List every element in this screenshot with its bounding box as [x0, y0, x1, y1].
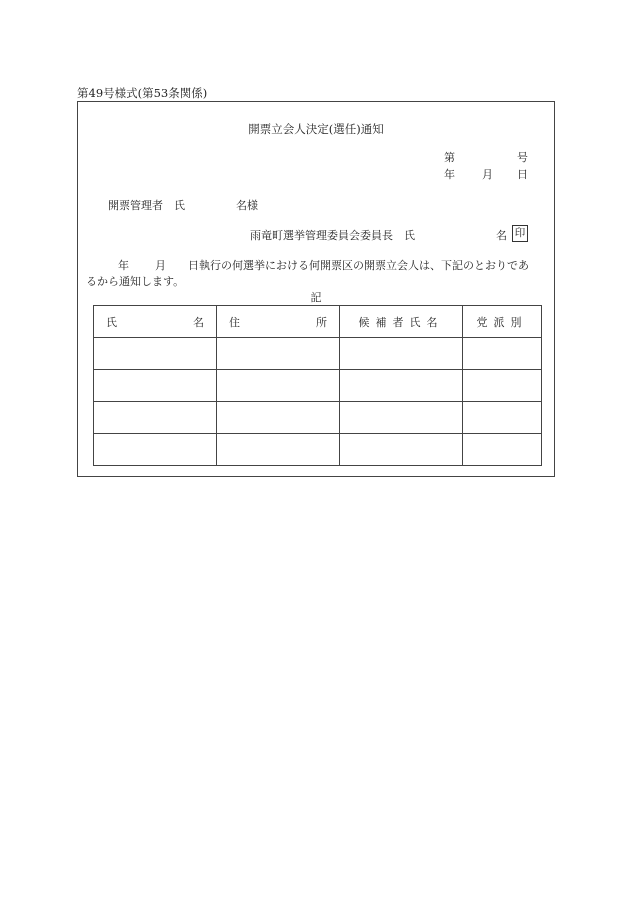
document-title: 開票立会人決定(選任)通知: [248, 122, 384, 136]
header-candidate-name: 候補者氏名: [340, 306, 463, 338]
table-header-row: [94, 306, 542, 338]
body-month: 月: [155, 259, 166, 272]
number-suffix: 号: [517, 151, 528, 164]
table-cell: [94, 434, 217, 466]
header-address-right: 所: [316, 315, 327, 329]
document-number-line: [444, 149, 528, 165]
header-name: [94, 306, 217, 338]
table-cell: [340, 338, 463, 370]
table-cell: [340, 434, 463, 466]
header-party: 党派別: [463, 306, 542, 338]
table-row: [94, 402, 542, 434]
addressee-role: 開票管理者 氏: [108, 199, 185, 212]
sender-organization: 雨竜町選挙管理委員会委員長 氏: [250, 229, 415, 242]
date-month: 月: [482, 168, 493, 181]
header-name-left: 氏: [106, 315, 117, 329]
addressee-line: [108, 197, 258, 213]
header-address-left: 住: [229, 315, 240, 329]
sender-line: [250, 227, 530, 243]
observer-table: [93, 305, 542, 466]
table-cell: [94, 402, 217, 434]
table-row: [94, 434, 542, 466]
body-line1-rest: 日執行の何選挙における何開票区の開票立会人は、下記のとおりであ: [188, 259, 529, 272]
addressee-honorific: 名様: [236, 199, 258, 212]
table-row: [94, 370, 542, 402]
record-mark: 記: [310, 291, 322, 304]
notice-body-line-1: [86, 258, 556, 274]
notice-body-line-2: るから通知します。: [86, 275, 185, 288]
form-number-label: 第49号様式(第53条関係): [77, 86, 208, 100]
date-day: 日: [517, 168, 528, 181]
document-date-line: [444, 166, 528, 182]
header-name-right: 名: [193, 315, 204, 329]
table-cell: [463, 370, 542, 402]
table-row: [94, 338, 542, 370]
header-address: [217, 306, 340, 338]
table-cell: [94, 370, 217, 402]
table-cell: [94, 338, 217, 370]
notice-form-frame: [77, 101, 555, 477]
table-cell: [463, 434, 542, 466]
table-cell: [340, 370, 463, 402]
seal-stamp-box: 印: [512, 225, 528, 242]
date-year: 年: [444, 168, 455, 181]
table-cell: [463, 402, 542, 434]
sender-name-label: 名: [496, 229, 507, 242]
body-year: 年: [118, 259, 129, 272]
table-cell: [217, 338, 340, 370]
notice-body: [86, 258, 556, 290]
table-cell: [217, 402, 340, 434]
table-cell: [217, 370, 340, 402]
table-cell: [463, 338, 542, 370]
number-prefix: 第: [444, 151, 455, 164]
table-cell: [340, 402, 463, 434]
table-cell: [217, 434, 340, 466]
